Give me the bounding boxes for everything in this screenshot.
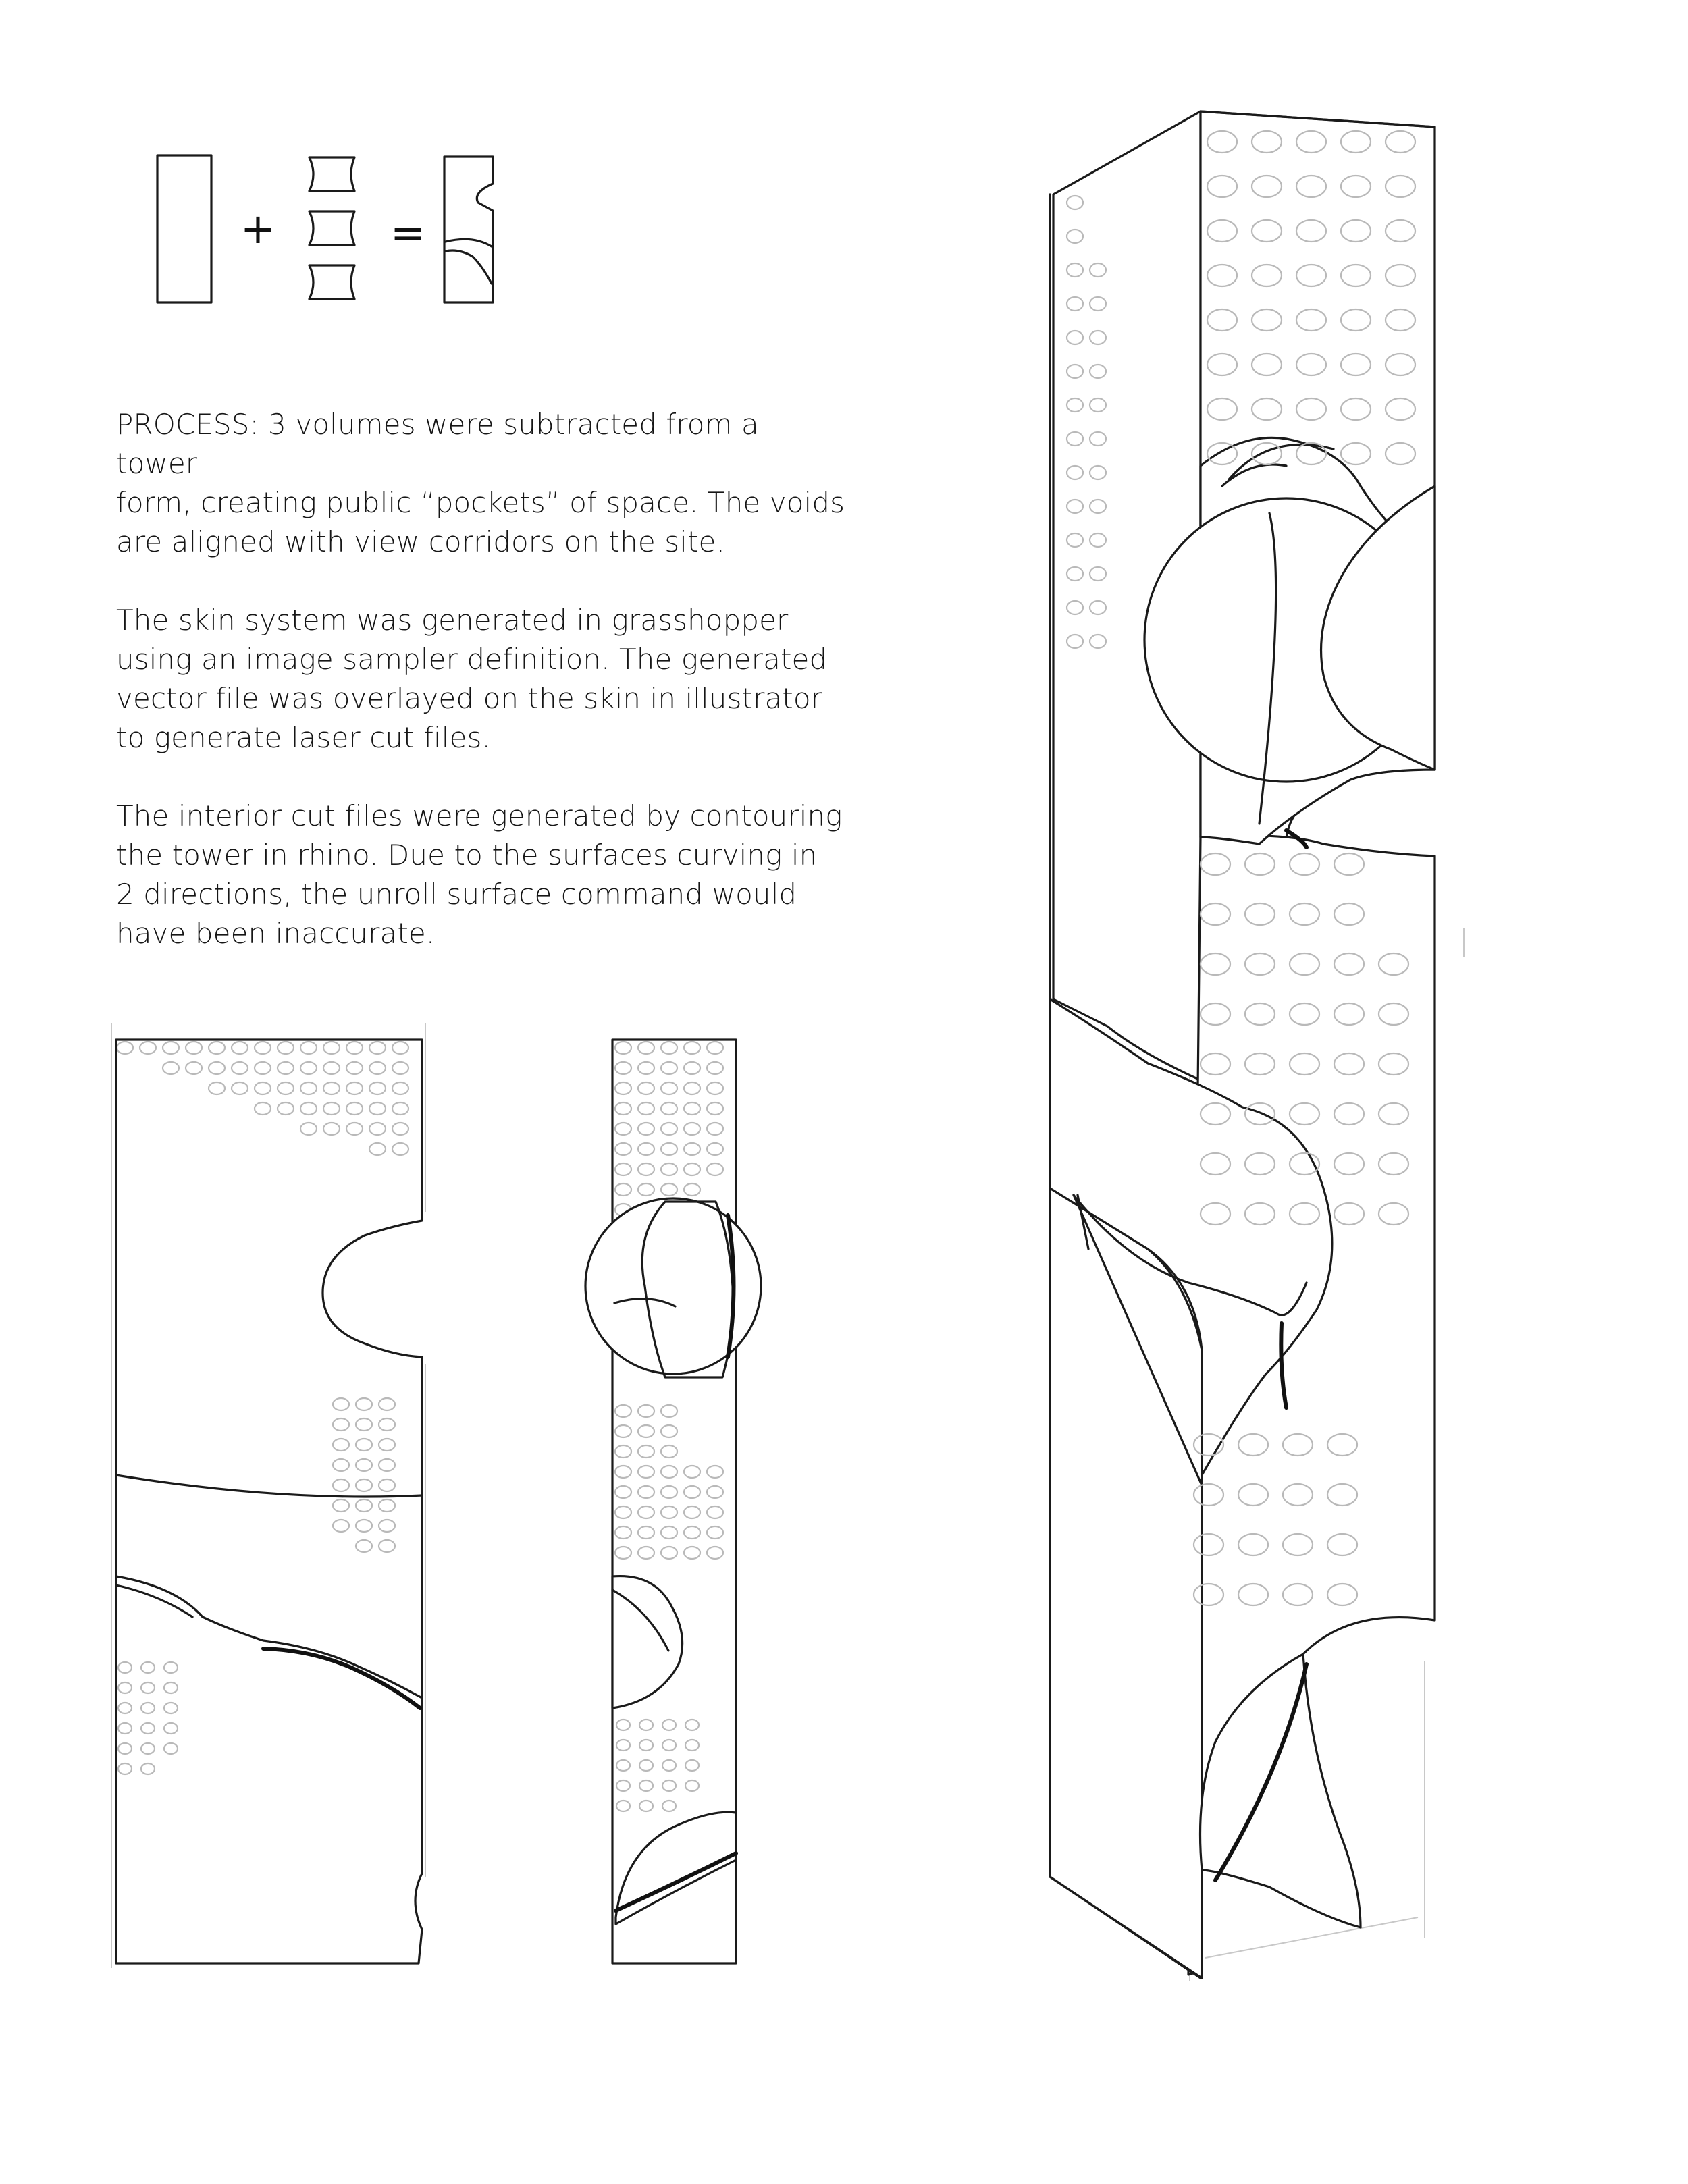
perforation-dot <box>684 1506 700 1518</box>
perforation-dot <box>141 1723 155 1734</box>
process-paragraph-3: The interior cut files were generated by contouring the tower in rhino. Due to the surfaces curving in 2 directions, the unroll surface command would have been inaccurate. <box>116 799 843 950</box>
perforation-dot <box>369 1143 386 1155</box>
perforation-dot <box>616 1801 630 1811</box>
perforation-dot <box>707 1466 723 1478</box>
perforation-dot <box>662 1780 676 1791</box>
perforation-dot <box>685 1780 699 1791</box>
front-elevation-drawing <box>111 1023 425 1968</box>
plus-symbol: + <box>240 204 275 253</box>
process-paragraph-1: PROCESS: 3 volumes were subtracted from a tower form, creating public “pockets” of space. The voids are aligned with view corridors on the site. <box>116 408 845 558</box>
perforation-dot <box>333 1459 349 1471</box>
perforation-dot <box>638 1102 654 1115</box>
perforation-dot <box>615 1445 631 1458</box>
perforation-dot <box>369 1123 386 1135</box>
perforation-dot <box>140 1042 156 1054</box>
perforation-dot <box>323 1082 340 1094</box>
perforation-dot <box>356 1479 372 1491</box>
perforation-dot <box>118 1662 132 1673</box>
perforation-dot <box>615 1547 631 1559</box>
perforation-dot <box>346 1102 363 1115</box>
perforation-dot <box>369 1102 386 1115</box>
perforation-dot <box>186 1062 202 1074</box>
perforation-dot <box>186 1042 202 1054</box>
perforation-dot <box>356 1520 372 1532</box>
perforation-dot <box>707 1102 723 1115</box>
perforation-dot <box>141 1703 155 1713</box>
perforation-dot <box>164 1743 178 1754</box>
perforation-dot <box>333 1398 349 1410</box>
perforation-dot <box>638 1082 654 1094</box>
perforation-dot <box>615 1143 631 1155</box>
perforation-dot <box>684 1486 700 1498</box>
perforation-dot <box>369 1062 386 1074</box>
process-paragraph-2: The skin system was generated in grasshopper using an image sampler definition. The generated vector file was overlayed on the skin in illustrator to generate laser cut files. <box>116 604 828 754</box>
perforation-dot <box>278 1102 294 1115</box>
perforation-dot <box>684 1143 700 1155</box>
perforation-dot <box>333 1439 349 1451</box>
perforation-dot <box>707 1143 723 1155</box>
perforation-dot <box>707 1123 723 1135</box>
perforation-dot <box>141 1763 155 1774</box>
perforation-dot <box>615 1102 631 1115</box>
perforation-dot <box>346 1042 363 1054</box>
perforation-dot <box>300 1082 317 1094</box>
perforation-dot <box>209 1082 225 1094</box>
perforation-dot <box>300 1123 317 1135</box>
perforation-dot <box>323 1123 340 1135</box>
perforation-dot <box>323 1042 340 1054</box>
perforation-dot <box>661 1506 677 1518</box>
perforation-dot <box>615 1062 631 1074</box>
perforation-dot <box>661 1425 677 1437</box>
perforation-dot <box>356 1398 372 1410</box>
perforation-dot <box>118 1703 132 1713</box>
perforation-dot <box>379 1499 395 1512</box>
perforation-dot <box>356 1499 372 1512</box>
perforation-dot <box>707 1062 723 1074</box>
perforation-dot <box>356 1418 372 1431</box>
perforation-dot <box>392 1143 408 1155</box>
perforation-dot <box>662 1760 676 1771</box>
perforation-dot <box>662 1740 676 1751</box>
perforation-dot <box>615 1123 631 1135</box>
perforation-dot <box>232 1042 248 1054</box>
perforation-dot <box>639 1740 653 1751</box>
perforation-dot <box>638 1405 654 1417</box>
perforation-dot <box>638 1526 654 1539</box>
perforation-dot <box>661 1445 677 1458</box>
perforation-dot <box>346 1062 363 1074</box>
perforation-dot <box>379 1540 395 1552</box>
perforation-dot <box>638 1425 654 1437</box>
perforation-dot <box>141 1743 155 1754</box>
perforation-dot <box>638 1042 654 1054</box>
perforation-dot <box>615 1466 631 1478</box>
perforation-dot <box>615 1183 631 1196</box>
perforation-dot <box>615 1425 631 1437</box>
perforation-dot <box>323 1102 340 1115</box>
perforation-dot <box>684 1123 700 1135</box>
perforation-dot <box>232 1082 248 1094</box>
perforation-dot <box>300 1042 317 1054</box>
perforation-dot <box>232 1062 248 1074</box>
perforation-dot <box>638 1062 654 1074</box>
perforation-dot <box>164 1723 178 1734</box>
perforation-dot <box>278 1042 294 1054</box>
perforation-dot <box>323 1062 340 1074</box>
perforation-dot <box>707 1082 723 1094</box>
perforation-dot <box>638 1143 654 1155</box>
perforation-dot <box>333 1418 349 1431</box>
perforation-dot <box>117 1042 133 1054</box>
perforation-dot <box>118 1723 132 1734</box>
perforation-dot <box>118 1682 132 1693</box>
perforation-dot <box>661 1102 677 1115</box>
perforation-dot <box>392 1062 408 1074</box>
equals-symbol: = <box>390 208 425 257</box>
tower-axonometric-drawing <box>1050 111 1464 1981</box>
perforation-dot <box>356 1540 372 1552</box>
perforation-dot <box>684 1163 700 1175</box>
perforation-dot <box>255 1042 271 1054</box>
perforation-dot <box>278 1062 294 1074</box>
perforation-dot <box>163 1042 179 1054</box>
perforation-dot <box>369 1082 386 1094</box>
perforation-dot <box>379 1520 395 1532</box>
perforation-dot <box>661 1466 677 1478</box>
perforation-dot <box>638 1547 654 1559</box>
perforation-dot <box>638 1183 654 1196</box>
perforation-dot <box>684 1466 700 1478</box>
perforation-dot <box>661 1486 677 1498</box>
perforation-dot <box>638 1486 654 1498</box>
perforation-dot <box>684 1082 700 1094</box>
perforation-dot <box>615 1486 631 1498</box>
perforation-dot <box>392 1082 408 1094</box>
perforation-dot <box>346 1123 363 1135</box>
perforation-dot <box>661 1123 677 1135</box>
perforation-dot <box>684 1526 700 1539</box>
perforation-dot <box>707 1506 723 1518</box>
perforation-dot <box>638 1506 654 1518</box>
perforation-dot <box>369 1042 386 1054</box>
perforation-dot <box>638 1123 654 1135</box>
perforation-dot <box>392 1123 408 1135</box>
perforation-dot <box>164 1703 178 1713</box>
perforation-dot <box>615 1405 631 1417</box>
perforation-dot <box>356 1459 372 1471</box>
perforation-dot <box>638 1445 654 1458</box>
perforation-dot <box>392 1102 408 1115</box>
skin-perforation-pattern <box>117 1042 408 1774</box>
perforation-dot <box>333 1479 349 1491</box>
perforation-dot <box>661 1062 677 1074</box>
perforation-dot <box>639 1760 653 1771</box>
perforation-dot <box>661 1082 677 1094</box>
perforation-dot <box>615 1506 631 1518</box>
perforation-dot <box>616 1780 630 1791</box>
perforation-dot <box>638 1466 654 1478</box>
perforation-dot <box>661 1163 677 1175</box>
perforation-dot <box>333 1499 349 1512</box>
perforation-dot <box>684 1547 700 1559</box>
perforation-dot <box>118 1763 132 1774</box>
perforation-dot <box>616 1740 630 1751</box>
perforation-dot <box>661 1547 677 1559</box>
perforation-dot <box>379 1398 395 1410</box>
perforation-dot <box>661 1183 677 1196</box>
perforation-dot <box>141 1662 155 1673</box>
perforation-dot <box>379 1439 395 1451</box>
perforation-dot <box>707 1547 723 1559</box>
perforation-dot <box>333 1520 349 1532</box>
perforation-dot <box>684 1062 700 1074</box>
perforation-dot <box>707 1526 723 1539</box>
perforation-dot <box>662 1801 676 1811</box>
perforation-dot <box>707 1486 723 1498</box>
perforation-dot <box>685 1720 699 1730</box>
perforation-dot <box>684 1183 700 1196</box>
perforation-dot <box>684 1102 700 1115</box>
perforation-dot <box>639 1801 653 1811</box>
perforation-dot <box>278 1082 294 1094</box>
perforation-dot <box>255 1082 271 1094</box>
perforation-dot <box>661 1042 677 1054</box>
perforation-dot <box>639 1780 653 1791</box>
perforation-dot <box>638 1163 654 1175</box>
perforation-dot <box>163 1062 179 1074</box>
perforation-dot <box>661 1143 677 1155</box>
perforation-dot <box>164 1662 178 1673</box>
perforation-dot <box>300 1102 317 1115</box>
perforation-dot <box>615 1042 631 1054</box>
perforation-dot <box>118 1743 132 1754</box>
perforation-dot <box>141 1682 155 1693</box>
perforation-dot <box>346 1082 363 1094</box>
perforation-dot <box>615 1163 631 1175</box>
perforation-dot <box>707 1163 723 1175</box>
perforation-dot <box>685 1740 699 1751</box>
perforation-dot <box>255 1102 271 1115</box>
perforation-dot <box>300 1062 317 1074</box>
perforation-dot <box>379 1418 395 1431</box>
perforation-dot <box>379 1459 395 1471</box>
perforation-dot <box>685 1760 699 1771</box>
perforation-dot <box>661 1526 677 1539</box>
perforation-dot <box>615 1526 631 1539</box>
perforation-dot <box>639 1720 653 1730</box>
perforation-dot <box>255 1062 271 1074</box>
perforation-dot <box>209 1042 225 1054</box>
perforation-dot <box>616 1760 630 1771</box>
perforation-dot <box>684 1042 700 1054</box>
perforation-dot <box>662 1720 676 1730</box>
perforation-dot <box>356 1439 372 1451</box>
perforation-dot <box>379 1479 395 1491</box>
side-elevation-drawing <box>585 1040 761 1963</box>
perforation-dot <box>164 1682 178 1693</box>
perforation-dot <box>209 1062 225 1074</box>
perforation-dot <box>615 1082 631 1094</box>
perforation-dot <box>661 1405 677 1417</box>
perforation-dot <box>707 1042 723 1054</box>
perforation-dot <box>392 1042 408 1054</box>
perforation-dot <box>616 1720 630 1730</box>
